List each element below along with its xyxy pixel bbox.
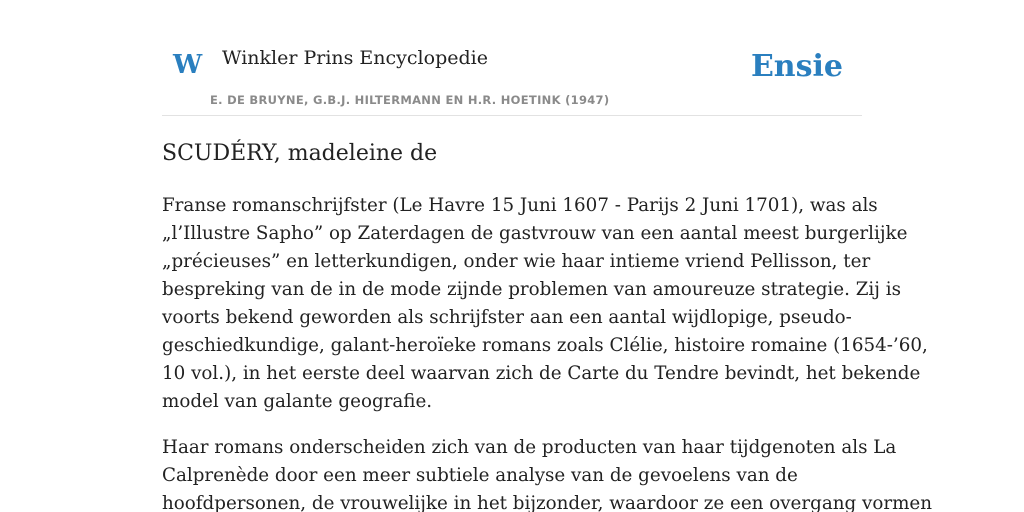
paragraph-line: model van galante geografie. <box>162 391 433 412</box>
article-body <box>162 192 933 512</box>
paragraph-line: voorts bekend geworden als schrijfster aan een aantal wijdlopige, pseudo- <box>162 307 852 328</box>
paragraph-line: „l’Illustre Sapho” op Zaterdagen de gastvrouw van een aantal meest burgerlijke <box>162 223 908 244</box>
article-title: SCUDÉRY, madeleine de <box>162 141 438 166</box>
article-paragraph <box>162 434 933 512</box>
brand-logo[interactable]: Ensie <box>750 49 843 84</box>
source-logo[interactable]: W <box>173 50 203 80</box>
paragraph-line: Haar romans onderscheiden zich van de producten van haar tijdgenoten als La <box>162 437 897 458</box>
article-paragraph <box>162 192 928 416</box>
paragraph-line: „précieuses” en letterkundigen, onder wie haar intieme vriend Pellisson, ter <box>162 251 871 272</box>
paragraph-line: geschiedkundige, galant-heroïeke romans zoals Clélie, histoire romaine (1654-’60, <box>162 335 928 356</box>
paragraph-line: Franse romanschrijfster (Le Havre 15 Juni 1607 - Parijs 2 Juni 1701), was als <box>162 195 878 216</box>
source-title-link[interactable]: Winkler Prins Encyclopedie <box>222 47 488 69</box>
source-authors: E. DE BRUYNE, G.B.J. HILTERMANN EN H.R. HOETINK (1947) <box>210 93 610 107</box>
paragraph-line: hoofdpersonen, de vrouwelijke in het bijzonder, waardoor ze een overgang vormen <box>162 493 933 512</box>
source-header <box>162 40 862 116</box>
paragraph-line: 10 vol.), in het eerste deel waarvan zich de Carte du Tendre bevindt, het bekende <box>162 363 921 384</box>
paragraph-line: Calprenède door een meer subtiele analyse van de gevoelens van de <box>162 465 798 486</box>
paragraph-line: bespreking van de in de mode zijnde problemen van amoureuze strategie. Zij is <box>162 279 901 300</box>
